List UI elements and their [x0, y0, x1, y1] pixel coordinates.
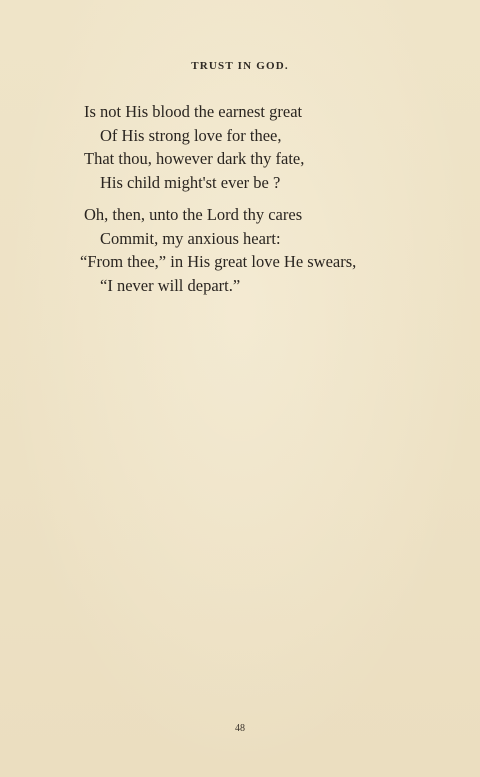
poem-line: His child might'st ever be ? [100, 172, 281, 192]
poem-line: Of His strong love for thee, [100, 125, 282, 145]
poem-line: Is not His blood the earnest great [84, 102, 303, 121]
poem-line: That thou, however dark thy fate, [84, 149, 305, 168]
stanza-1 [84, 100, 464, 194]
poem-line: Oh, then, unto the Lord thy cares [84, 205, 303, 224]
running-head: TRUST IN GOD. [191, 60, 289, 72]
page-number: 48 [235, 723, 245, 734]
poem-line: “I never will depart.” [100, 275, 241, 295]
poem-line: “From thee,” in His great love He swears, [80, 252, 357, 271]
poem-line: Commit, my anxious heart: [100, 228, 281, 248]
stanza-2 [80, 203, 464, 297]
